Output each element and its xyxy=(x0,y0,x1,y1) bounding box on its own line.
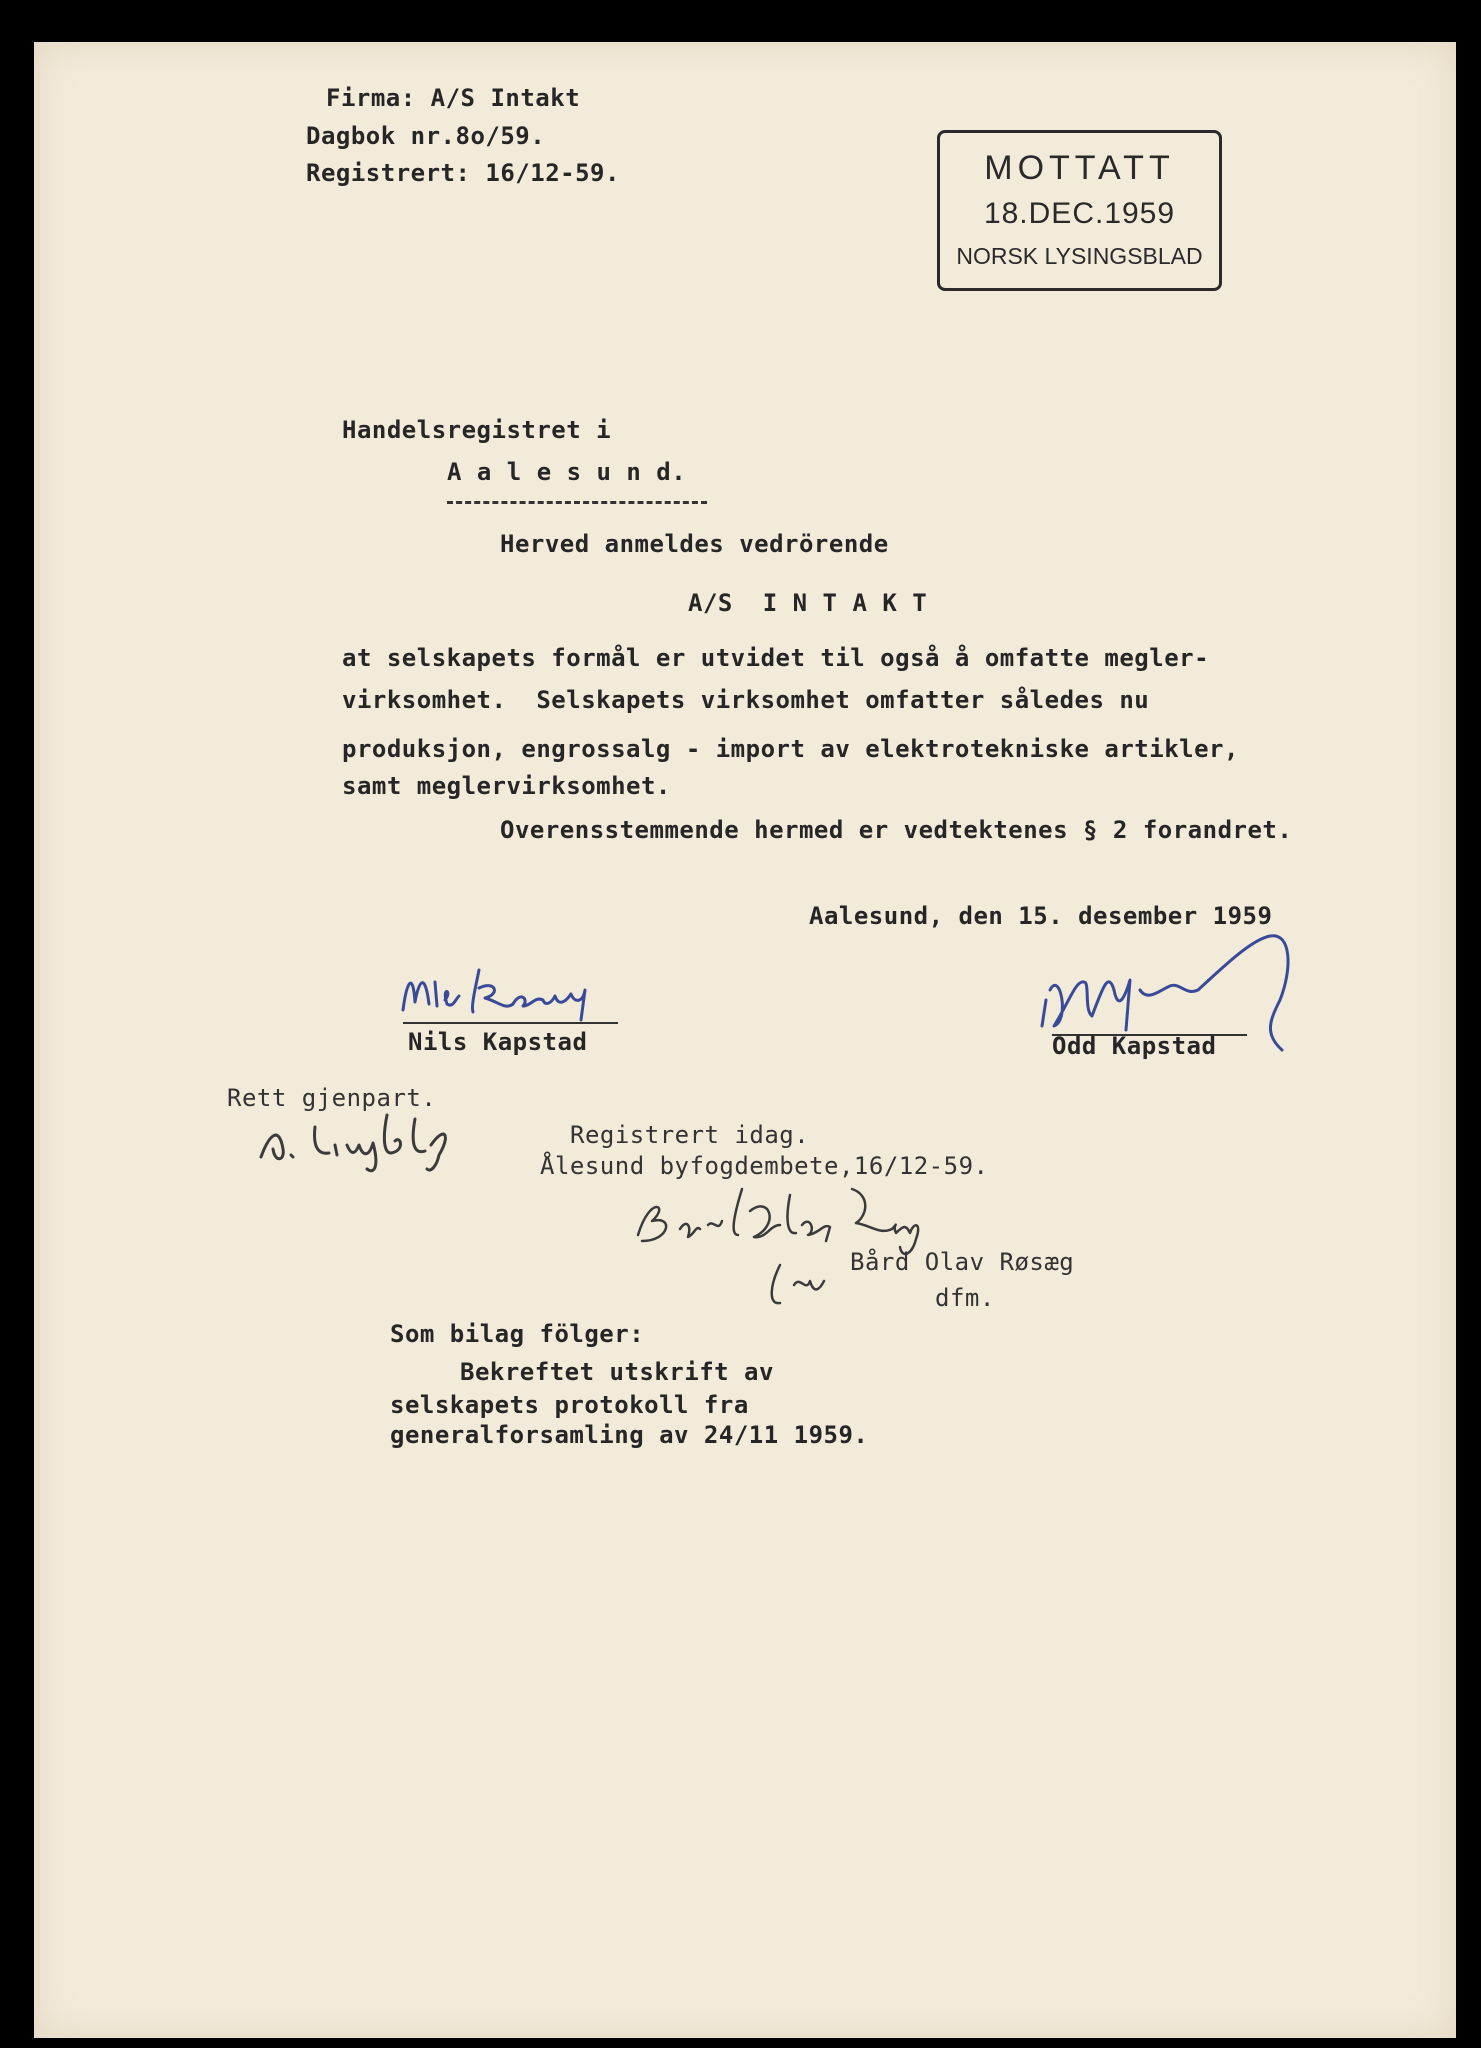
addressee: Handelsregistret i xyxy=(342,416,612,444)
registrar-name: Bård Olav Røsæg xyxy=(850,1248,1075,1276)
attachments-heading: Som bilag fölger: xyxy=(390,1320,645,1348)
registration-note: Registrert idag. xyxy=(570,1121,810,1149)
body-line-1: at selskapets formål er utvidet til også å omfatte megler- xyxy=(342,644,1210,672)
attachment-line-2: selskapets protokoll fra xyxy=(390,1391,749,1419)
firm-line: Firma: A/S Intakt xyxy=(326,84,581,112)
signatory-right: Odd Kapstad xyxy=(1052,1032,1217,1060)
signature-nils-kapstad xyxy=(395,960,625,1030)
body-line-4: samt meglervirksomhet. xyxy=(342,772,671,800)
signature-copy-attestation xyxy=(255,1105,525,1175)
attachment-line-3: generalforsamling av 24/11 1959. xyxy=(390,1421,869,1449)
stamp-title: MOTTATT xyxy=(984,149,1175,187)
underline-divider xyxy=(447,501,707,504)
stamp-publication: NORSK LYSINGSBLAD xyxy=(956,243,1203,269)
dateline: Aalesund, den 15. desember 1959 xyxy=(809,902,1273,930)
copy-note: Rett gjenpart. xyxy=(227,1084,437,1112)
registered-date: Registrert: 16/12-59. xyxy=(306,159,620,187)
registration-office: Ålesund byfogdembete,16/12-59. xyxy=(540,1152,989,1180)
company-name: A/S I N T A K T xyxy=(688,589,928,617)
notice-intro: Herved anmeldes vedrörende xyxy=(500,530,889,558)
signature-line-left xyxy=(403,1022,618,1024)
body-line-2: virksomhet. Selskapets virksomhet omfatter således nu xyxy=(342,686,1150,714)
registrar-title: dfm. xyxy=(935,1284,995,1312)
journal-number: Dagbok nr.8o/59. xyxy=(306,122,546,150)
signatory-left: Nils Kapstad xyxy=(408,1028,588,1056)
attachment-line-1: Bekreftet utskrift av xyxy=(460,1358,774,1386)
body-statute-line: Overensstemmende hermed er vedtektenes § 2 forandret. xyxy=(500,816,1293,844)
stamp-date: 18.DEC.1959 xyxy=(983,197,1176,230)
addressee-city: A a l e s u n d. xyxy=(447,458,687,486)
body-line-3: produksjon, engrossalg - import av elektrotekniske artikler, xyxy=(342,735,1239,763)
received-stamp xyxy=(937,130,1222,291)
